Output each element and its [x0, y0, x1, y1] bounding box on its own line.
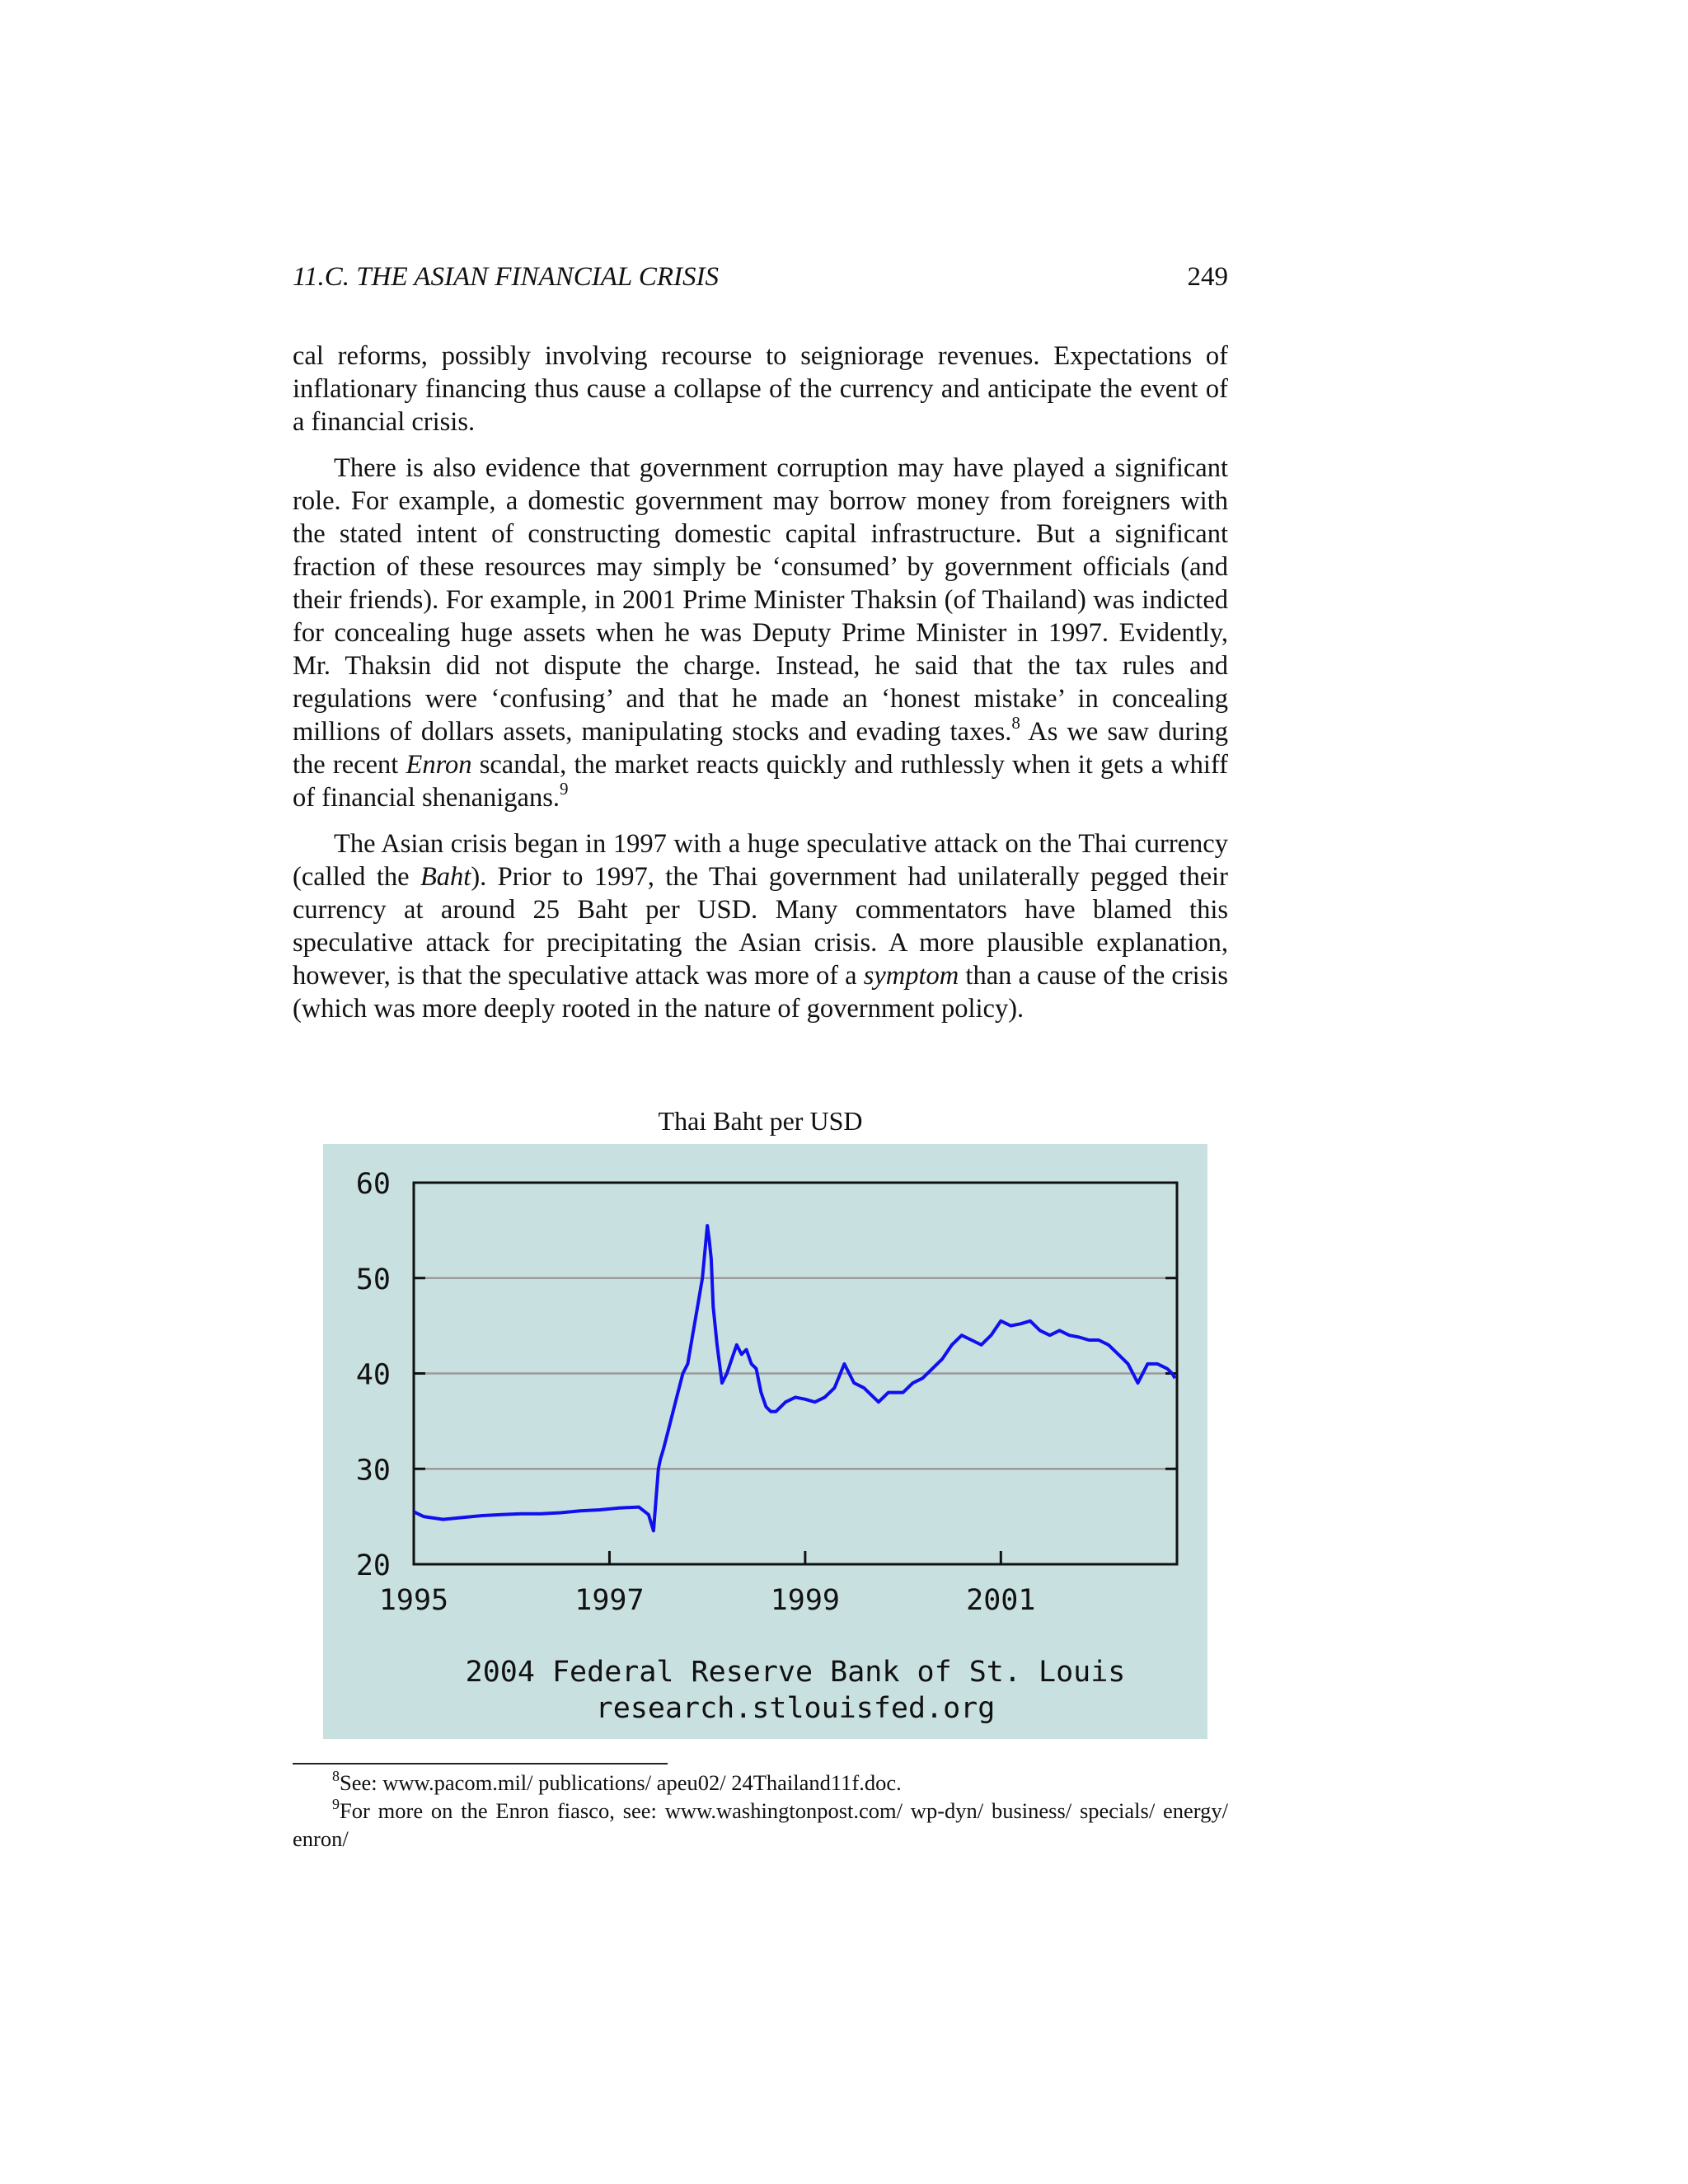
page-number: 249	[1187, 262, 1228, 292]
chart-svg	[323, 1144, 1207, 1739]
source-line-1: 2004 Federal Reserve Bank of St. Louis	[465, 1656, 1126, 1689]
enron-italic: Enron	[406, 750, 472, 780]
y-tick-label-50: 50	[355, 1263, 391, 1296]
y-tick-label-40: 40	[355, 1358, 391, 1392]
paragraph-1: cal reforms, possibly involving recourse to seigniorage revenues. Expectations of inflationary financing thus cause a collapse of the currency and anticipate the event of a financial crisis.	[293, 341, 1228, 437]
paragraph-2-text-a: There is also evidence that government corruption may have played a significant role. For example, a domestic government may borrow money from foreigners with the stated intent of constructing domestic capital infrastructure. But a significant fraction of these resources may simply be ‘consumed’ by government officials (and their friends). For example, in 2001 Prime Minister Thaksin (of Thailand) was indicted for concealing huge assets when he was Deputy Prime Minister in 1997. Evidently, Mr. Thaksin did not dispute the charge. Instead, he said that the tax rules and regulations were ‘confusing’ and that he made an ‘honest mistake’ in concealing millions of dollars assets, manipulating stocks and evading taxes.	[293, 453, 1228, 747]
body-text	[293, 340, 1228, 1025]
symptom-italic: symptom	[863, 961, 959, 991]
series-line-baht-per-usd	[414, 1226, 1175, 1530]
x-tick-label-1995: 1995	[378, 1584, 449, 1617]
paragraph-2-text-b: As we saw during the recent	[293, 717, 1228, 780]
chart-panel	[323, 1144, 1207, 1739]
y-tick-label-60: 60	[355, 1168, 391, 1201]
footnote-9-mark: 9	[332, 1796, 340, 1813]
paragraph-3-text-c: than a cause of the crisis (which was more deeply rooted in the nature of government policy).	[293, 961, 1228, 1024]
footnote-9	[293, 1797, 1228, 1853]
y-tick-label-20: 20	[355, 1549, 391, 1582]
source-line-2: research.stlouisfed.org	[595, 1692, 996, 1725]
figure-title: Thai Baht per USD	[658, 1106, 863, 1136]
grid-layer	[414, 1278, 1177, 1469]
x-tick-label-1999: 1999	[770, 1584, 841, 1617]
section-title: 11.C. THE ASIAN FINANCIAL CRISIS	[293, 262, 720, 292]
footnote-8-text: See: www.pacom.mil/ publications/ apeu02/ 24Thailand11f.doc.	[340, 1770, 902, 1795]
footnote-8	[293, 1769, 1228, 1797]
paragraph-3-text-a: The Asian crisis began in 1997 with a huge speculative attack on the Thai currency (called the	[293, 829, 1228, 892]
x-tick-label-2001: 2001	[966, 1584, 1036, 1617]
footnote-ref-9: 9	[559, 779, 569, 799]
paragraph-2	[293, 452, 1228, 814]
footnote-rule	[293, 1763, 668, 1765]
footnote-9-text: For more on the Enron fiasco, see: www.washingtonpost.com/ wp-dyn/ business/ specials/ energy/ enron/	[293, 1798, 1228, 1851]
y-tick-labels	[356, 1168, 391, 1582]
footnote-8-mark: 8	[332, 1768, 340, 1785]
running-head	[293, 262, 1228, 298]
footnotes	[293, 1769, 1228, 1853]
paragraph-3-text-b: ). Prior to 1997, the Thai government had unilaterally pegged their currency at around 25 Baht per USD. Many commentators have blamed this speculative attack for precipitating the Asian crisis. A more plausible explanation, however, is that the speculative attack was more of a	[293, 862, 1228, 991]
footnote-ref-8: 8	[1011, 713, 1020, 733]
baht-italic: Baht	[420, 862, 471, 892]
x-tick-label-1997: 1997	[574, 1584, 645, 1617]
paragraph-3	[293, 827, 1228, 1025]
x-tick-labels	[379, 1584, 1036, 1617]
y-tick-label-30: 30	[355, 1454, 391, 1488]
paragraph-2-text-c: scandal, the market reacts quickly and ruthlessly when it gets a whiff of financial shenanigans.	[293, 750, 1228, 813]
